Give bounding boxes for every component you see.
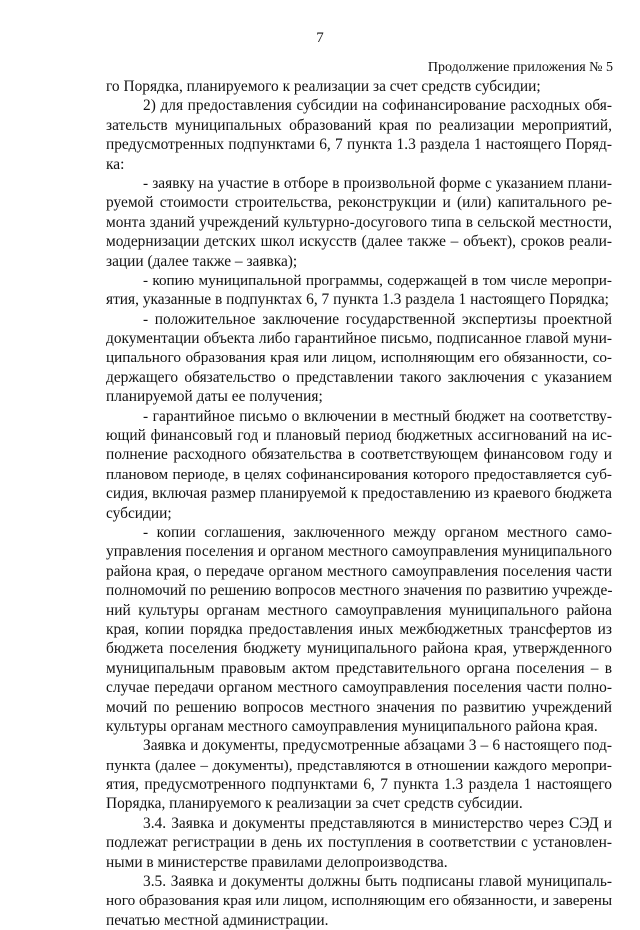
text-line: края, копии порядка предоставления иных межбюджетных трансфертов из	[106, 620, 612, 638]
text-line: мочий по решению вопросов местного значения по развитию учреждений	[106, 698, 612, 716]
text-line: ными в министерстве правилами делопроизводства.	[106, 853, 448, 871]
text-line: управления поселения и органом местного самоуправления муниципального	[106, 543, 612, 561]
text-line: субсидии;	[106, 504, 172, 522]
text-line: планируемой даты ее получения;	[106, 388, 323, 406]
text-line: сидия, включая размер планируемой к предоставлению из краевого бюджета	[106, 485, 612, 503]
text-line: культуры органам местного самоуправления муниципального района края.	[106, 717, 598, 735]
text-line: 3.4. Заявка и документы представляются в министерство через СЭД и	[143, 814, 612, 832]
text-line: - заявку на участие в отборе в произвольной форме с указанием плани-	[143, 174, 612, 192]
text-line: случае передачи органом местного самоуправления поселения части полно-	[106, 679, 612, 697]
text-line: района края, о передаче органом местного самоуправления поселения части	[106, 562, 612, 580]
text-line: го Порядка, планируемого к реализации за счет средств субсидии;	[106, 78, 541, 95]
text-line: Заявка и документы, предусмотренные абзацами 3 – 6 настоящего под-	[143, 737, 612, 755]
text-line: зации (далее также – заявка);	[106, 252, 298, 270]
document-body	[106, 77, 612, 930]
text-line: держащего обязательство о представлении такого заключения с указанием	[106, 368, 612, 386]
text-line: документации объекта либо гарантийное письмо, подписанное главой муни-	[106, 330, 612, 348]
text-line: подлежат регистрации в день их поступления в соответствии с установлен-	[106, 834, 612, 852]
appendix-continuation-note: Продолжение приложения № 5	[427, 60, 613, 75]
text-line: монта зданий учреждений культурно-досугового типа в сельской местности,	[106, 213, 612, 231]
text-line: ятия, предусмотренного подпунктами 6, 7 пункта 1.3 раздела 1 настоящего	[106, 776, 612, 794]
text-line: ципального образования края или лицом, исполняющим его обязанности, со-	[106, 349, 612, 367]
text-line: полнение расходного обязательства в соответствующем финансовом году и	[106, 446, 612, 464]
text-line: - положительное заключение государственной экспертизы проектной	[143, 310, 612, 328]
text-line: пункта (далее – документы), представляются в отношении каждого меропри-	[106, 756, 612, 774]
text-line: - копию муниципальной программы, содержащей в том числе меропри-	[143, 271, 612, 289]
page-number: 7	[316, 30, 324, 46]
text-line: плановом периоде, в целях софинансирования которого предоставляется суб-	[106, 465, 612, 483]
text-line: Порядка, планируемого к реализации за счет средств субсидии.	[106, 795, 523, 813]
text-line: ющий финансовый год и плановый период бюджетных ассигнований на ис-	[106, 427, 612, 445]
text-line: ка:	[106, 155, 125, 173]
text-line: предусмотренных подпунктами 6, 7 пункта 1.3 раздела 1 настоящего Поряд-	[106, 136, 612, 154]
text-line: - гарантийное письмо о включении в местный бюджет на соответству-	[143, 407, 612, 425]
text-line: 2) для предоставления субсидии на софинансирование расходных обя-	[143, 97, 612, 115]
text-line: 3.5. Заявка и документы должны быть подписаны главой муниципаль-	[143, 873, 612, 891]
text-line: - копии соглашения, заключенного между органом местного само-	[143, 523, 612, 541]
text-line: ного образования края или лицом, исполняющим его обязанности, и заверены	[106, 892, 612, 910]
text-line: ятия, указанные в подпунктах 6, 7 пункта 1.3 раздела 1 настоящего Порядка;	[106, 291, 609, 309]
text-line: руемой стоимости строительства, реконструкции и (или) капитального ре-	[106, 194, 612, 212]
text-line: зательств муниципальных образований края по реализации мероприятий,	[106, 116, 612, 134]
text-line: полномочий по решению вопросов местного значения по развитию учрежде-	[106, 582, 612, 600]
text-line: ний культуры органам местного самоуправления муниципального района	[106, 601, 612, 619]
text-line: модернизации детских школ искусств (далее также – объект), сроков реали-	[106, 233, 612, 251]
text-line: муниципальным правовым актом представительного органа поселения – в	[106, 659, 612, 677]
text-line: печатью местной администрации.	[106, 911, 329, 929]
text-line: бюджета поселения бюджету муниципального района края, утвержденного	[106, 640, 612, 658]
